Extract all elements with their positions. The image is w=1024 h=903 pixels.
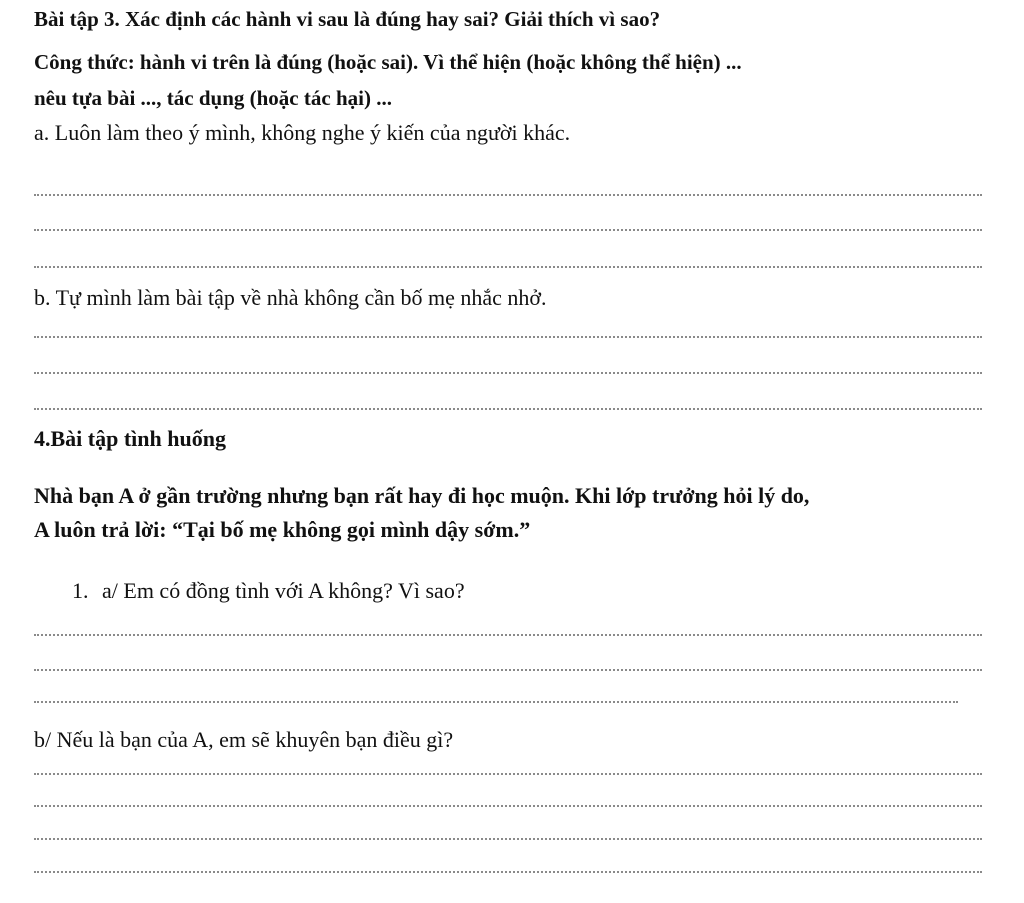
answer-line	[34, 805, 982, 807]
answer-line	[34, 229, 982, 231]
answer-line	[34, 669, 982, 671]
answer-line	[34, 408, 982, 410]
formula-line-2: nêu tựa bài ..., tác dụng (hoặc tác hại) ...	[34, 86, 392, 110]
exercise-4-title: 4.Bài tập tình huống	[34, 426, 226, 451]
exercise-3-title: Bài tập 3. Xác định các hành vi sau là đúng hay sai? Giải thích vì sao?	[34, 7, 661, 31]
answer-line	[34, 194, 982, 196]
answer-line	[34, 773, 982, 775]
item-b-text: b. Tự mình làm bài tập về nhà không cần bố mẹ nhắc nhở.	[34, 285, 547, 310]
answer-line	[34, 372, 982, 374]
answer-line	[34, 871, 982, 873]
situation-line-1: Nhà bạn A ở gần trường nhưng bạn rất hay đi học muộn. Khi lớp trưởng hỏi lý do,	[34, 483, 810, 508]
answer-line	[34, 634, 982, 636]
answer-line	[34, 266, 982, 268]
answer-line	[34, 701, 958, 703]
question-number: 1.	[72, 578, 89, 603]
situation-line-2: A luôn trả lời: “Tại bố mẹ không gọi mình dậy sớm.”	[34, 517, 531, 542]
answer-line	[34, 336, 982, 338]
question-a-text: a/ Em có đồng tình với A không? Vì sao?	[102, 578, 465, 603]
item-a-text: a. Luôn làm theo ý mình, không nghe ý kiến của người khác.	[34, 120, 571, 145]
question-b-text: b/ Nếu là bạn của A, em sẽ khuyên bạn điều gì?	[34, 727, 454, 752]
formula-line-1: Công thức: hành vi trên là đúng (hoặc sai). Vì thể hiện (hoặc không thể hiện) ...	[34, 50, 742, 74]
answer-line	[34, 838, 982, 840]
